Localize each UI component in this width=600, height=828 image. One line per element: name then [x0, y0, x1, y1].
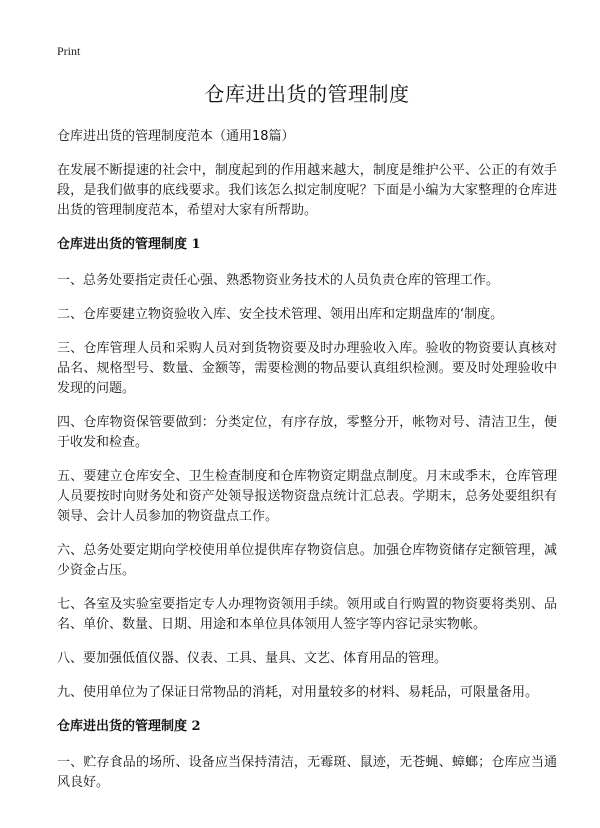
section-1-paragraph-6: 六、总务处要定期向学校使用单位提供库存物资信息。加强仓库物资储存定额管理，减少资金占压。	[57, 543, 557, 578]
section-1-paragraph-1: 一、总务处要指定责任心强、熟悉物资业务技术的人员负责仓库的管理工作。	[57, 273, 500, 288]
section-2-paragraph-1: 一、贮存食品的场所、设备应当保持清洁，无霉斑、鼠迹，无苍蝇、蟑螂；仓库应当通风良好。	[57, 755, 557, 790]
document-body	[57, 78, 557, 807]
section-1-paragraph-8: 八、要加强低值仪器、仪表、工具、量具、文艺、体育用品的管理。	[57, 651, 448, 666]
section-1-paragraph-5: 五、要建立仓库安全、卫生检查制度和仓库物资定期盘点制度。月末或季末，仓库管理人员要按时向财务处和资产处领导报送物资盘点统计汇总表。学期末，总务处要组织有领导、会计人员参加的物资盘点工作。	[57, 469, 557, 524]
page-title: 仓库进出货的管理制度	[204, 82, 410, 106]
print-link[interactable]: Print	[57, 44, 81, 58]
section-heading-1: 仓库进出货的管理制度 1	[57, 237, 201, 252]
section-1-paragraph-9: 九、使用单位为了保证日常物品的消耗，对用量较多的材料、易耗品，可限量备用。	[57, 685, 539, 700]
section-1-paragraph-4: 四、仓库物资保管要做到：分类定位，有序存放，零整分开，帐物对号、清洁卫生，便于收发和检查。	[57, 415, 557, 450]
section-1-paragraph-2: 二、仓库要建立物资验收入库、安全技术管理、领用出库和定期盘库的‘制度。	[57, 307, 504, 322]
section-heading-2: 仓库进出货的管理制度 2	[57, 719, 201, 734]
section-1-paragraph-7: 七、各室及实验室要指定专人办理物资领用手续。领用或自行购置的物资要将类别、品名、单价、数量、日期、用途和本单位具体领用人签字等内容记录实物帐。	[57, 597, 557, 632]
section-1-paragraph-3: 三、仓库管理人员和采购人员对到货物资要及时办理验收入库。验收的物资要认真核对品名、规格型号、数量、金额等，需要检测的物品要认真组织检测。要及时处理验收中发现的问题。	[57, 341, 557, 396]
intro-paragraph: 在发展不断提速的社会中，制度起到的作用越来越大，制度是维护公平、公正的有效手段，是我们做事的底线要求。我们该怎么拟定制度呢？下面是小编为大家整理的仓库进出货的管理制度范本，希望对大家有所帮助。	[57, 163, 557, 218]
document-subtitle: 仓库进出货的管理制度范本（通用18篇）	[57, 129, 295, 144]
